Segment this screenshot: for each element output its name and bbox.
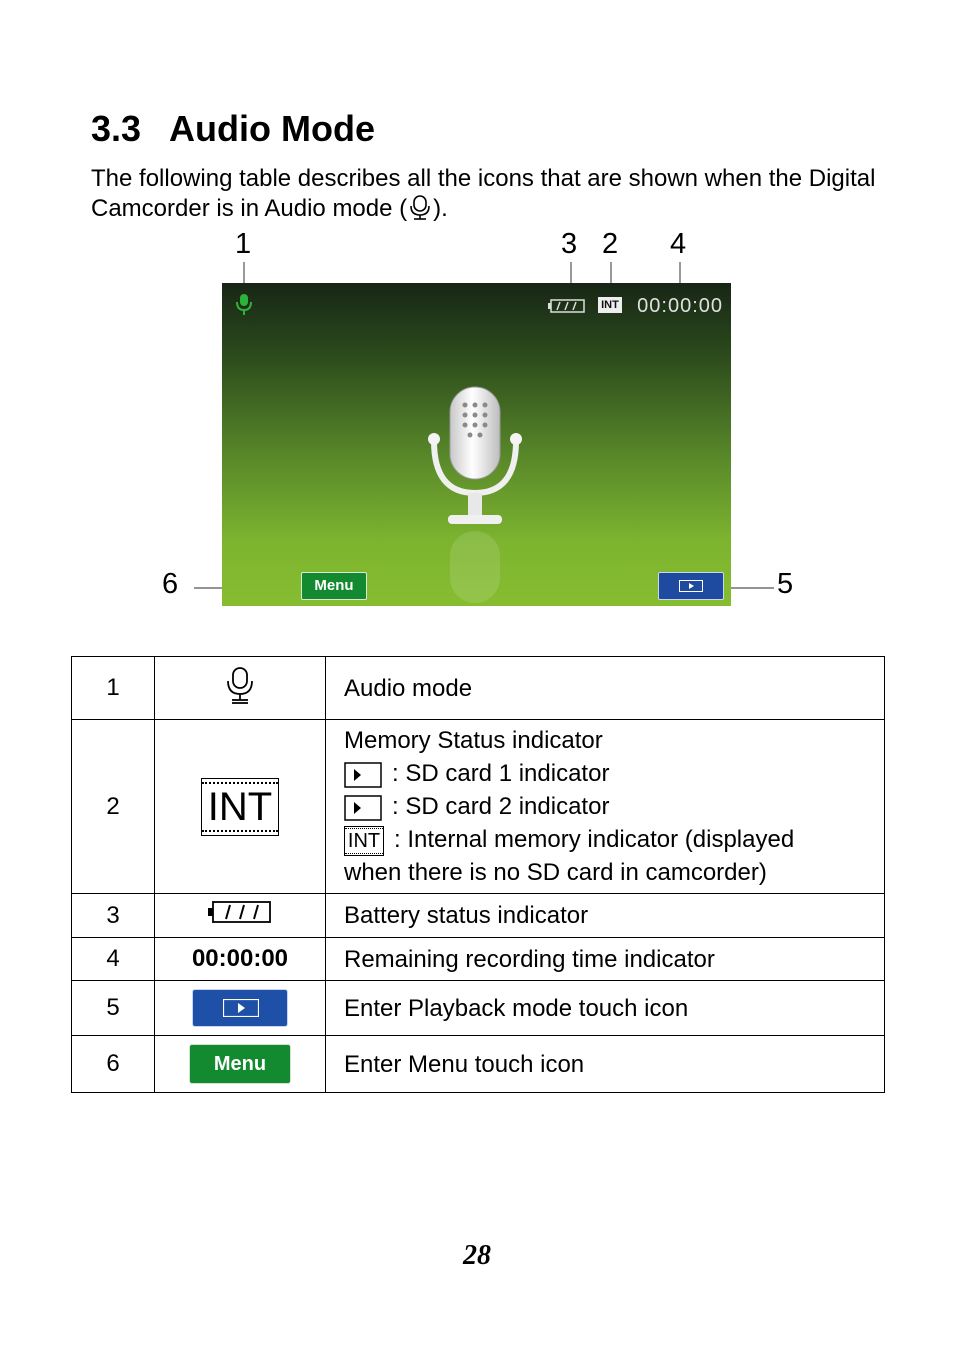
description-line-sd2 bbox=[344, 790, 884, 823]
audio-mode-indicator-icon bbox=[234, 292, 254, 318]
play-glyph bbox=[223, 999, 259, 1017]
microphone-icon bbox=[407, 194, 433, 222]
sd-card-2-icon bbox=[344, 795, 382, 821]
row-number: 2 bbox=[72, 720, 155, 894]
section-title: Audio Mode bbox=[169, 108, 375, 149]
menu-touch-button[interactable]: Menu bbox=[301, 572, 367, 600]
int-memory-indicator-icon: INT bbox=[598, 297, 622, 313]
large-microphone-icon bbox=[420, 381, 530, 606]
table-row bbox=[72, 938, 885, 981]
table-row bbox=[72, 720, 885, 894]
description-cell bbox=[326, 720, 885, 894]
time-indicator: 00:00:00 bbox=[155, 938, 326, 981]
description-cell: Audio mode bbox=[326, 657, 885, 720]
description-line: when there is no SD card in camcorder) bbox=[344, 859, 767, 886]
intro-text-end: ). bbox=[433, 195, 448, 222]
internal-memory-small-icon bbox=[344, 826, 384, 856]
description-cell: Battery status indicator bbox=[326, 894, 885, 938]
playback-icon bbox=[679, 580, 703, 592]
battery-icon bbox=[208, 900, 272, 924]
audio-mode-screenshot bbox=[162, 228, 794, 610]
callout-2: 2 bbox=[602, 228, 619, 260]
icon-cell bbox=[155, 981, 326, 1036]
callout-3: 3 bbox=[561, 228, 578, 260]
page-number: 28 bbox=[463, 1240, 491, 1271]
table-row bbox=[72, 981, 885, 1036]
row-number: 1 bbox=[72, 657, 155, 720]
small-int-label: INT bbox=[347, 829, 381, 852]
sd1-text: : SD card 1 indicator bbox=[392, 760, 610, 787]
row-number: 3 bbox=[72, 894, 155, 938]
sd2-text: : SD card 2 indicator bbox=[392, 793, 610, 820]
microphone-icon bbox=[223, 665, 257, 705]
description-line-sd1 bbox=[344, 757, 884, 790]
playback-touch-button[interactable] bbox=[658, 572, 724, 600]
description-cell: Remaining recording time indicator bbox=[326, 938, 885, 981]
section-number: 3.3 bbox=[91, 108, 142, 149]
int-memory-icon bbox=[201, 778, 279, 836]
callout-1: 1 bbox=[235, 228, 252, 260]
callout-6: 6 bbox=[162, 568, 179, 600]
description-line-int bbox=[344, 823, 884, 856]
table-row bbox=[72, 657, 885, 720]
row-number: 4 bbox=[72, 938, 155, 981]
sd-card-1-icon bbox=[344, 762, 382, 788]
int-text: : Internal memory indicator (displayed bbox=[394, 826, 795, 853]
callout-4: 4 bbox=[670, 228, 687, 260]
icons-table bbox=[71, 656, 885, 1093]
section-heading bbox=[91, 108, 375, 150]
description-cell: Enter Menu touch icon bbox=[326, 1036, 885, 1093]
description-cell: Enter Playback mode touch icon bbox=[326, 981, 885, 1036]
int-label: INT bbox=[207, 784, 273, 829]
callout-5: 5 bbox=[777, 568, 794, 600]
table-row bbox=[72, 1036, 885, 1093]
icon-cell bbox=[155, 1036, 326, 1093]
intro-paragraph bbox=[91, 164, 881, 224]
row-number: 6 bbox=[72, 1036, 155, 1093]
icon-cell bbox=[155, 720, 326, 894]
icon-cell bbox=[155, 657, 326, 720]
playback-icon bbox=[192, 989, 288, 1027]
camera-screen bbox=[222, 283, 731, 606]
time-display: 00:00:00 bbox=[637, 295, 723, 317]
battery-indicator-icon bbox=[548, 299, 586, 313]
icon-cell bbox=[155, 894, 326, 938]
menu-button-icon: Menu bbox=[189, 1044, 291, 1084]
intro-text: The following table describes all the icons that are shown when the Digital Camcorder is in Audio mode ( bbox=[91, 165, 876, 222]
row-number: 5 bbox=[72, 981, 155, 1036]
table-row bbox=[72, 894, 885, 938]
description-line: Memory Status indicator bbox=[344, 727, 603, 754]
